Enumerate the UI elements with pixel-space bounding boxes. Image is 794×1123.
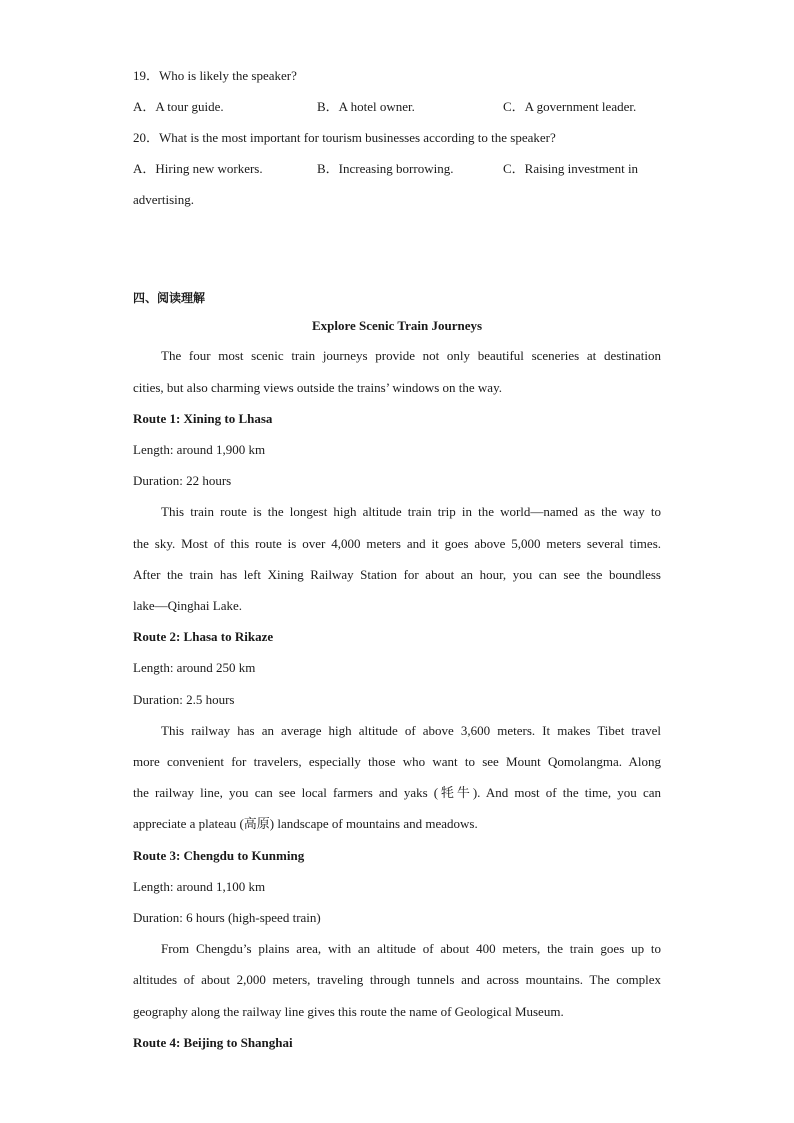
route-1-line-1: This train route is the longest high altitude train trip in the world—named as the way to [161, 504, 661, 519]
q19-option-a: A．A tour guide. [133, 99, 224, 114]
route-3-line-1: From Chengdu’s plains area, with an altitude of about 400 meters, the train goes up to [161, 941, 661, 956]
q20-option-a: A．Hiring new workers. [133, 161, 263, 176]
route-2-duration: Duration: 2.5 hours [133, 692, 235, 707]
intro-line-1: The four most scenic train journeys provide not only beautiful sceneries at destination [161, 348, 661, 363]
route-1-heading: Route 1: Xining to Lhasa [133, 411, 273, 426]
q19-option-c: C．A government leader. [503, 99, 637, 114]
route-1-duration: Duration: 22 hours [133, 473, 232, 488]
route-3-line-3: geography along the railway line gives this route the name of Geological Museum. [133, 1004, 564, 1019]
question-20: 20．What is the most important for tourism businesses according to the speaker? [133, 130, 556, 145]
route-2-line-2: more convenient for travelers, especially those who want to see Mount Qomolangma. Along [133, 754, 661, 769]
route-1-line-4: lake—Qinghai Lake. [133, 598, 243, 613]
article-title: Explore Scenic Train Journeys [311, 318, 483, 333]
route-1-line-3: After the train has left Xining Railway Station for about an hour, you can see the boundless [133, 567, 661, 582]
q20-option-c: C．Raising investment in [503, 161, 639, 176]
q19-option-b: B．A hotel owner. [317, 99, 415, 114]
route-3-duration: Duration: 6 hours (high-speed train) [133, 910, 321, 925]
route-2-line-4: appreciate a plateau (高原) landscape of mountains and meadows. [133, 816, 478, 831]
route-2-line-1: This railway has an average high altitude of above 3,600 meters. It makes Tibet travel [161, 723, 661, 738]
route-1-line-2: the sky. Most of this route is over 4,000 meters and it goes above 5,000 meters several times. [133, 536, 661, 551]
route-3-heading: Route 3: Chengdu to Kunming [133, 848, 305, 863]
route-3-line-2: altitudes of about 2,000 meters, traveling through tunnels and across mountains. The complex [133, 972, 661, 987]
route-1-length: Length: around 1,900 km [133, 442, 266, 457]
question-19: 19．Who is likely the speaker? [133, 68, 297, 83]
route-2-heading: Route 2: Lhasa to Rikaze [133, 629, 274, 644]
section-heading: 四、阅读理解 [133, 291, 206, 305]
intro-line-2: cities, but also charming views outside the trains’ windows on the way. [133, 380, 502, 395]
route-4-heading: Route 4: Beijing to Shanghai [133, 1035, 293, 1050]
q20-option-c-continued: advertising. [133, 192, 195, 207]
q20-option-b: B．Increasing borrowing. [317, 161, 454, 176]
route-2-line-3: the railway line, you can see local farmers and yaks (牦牛). And most of the time, you can [133, 785, 661, 800]
route-2-length: Length: around 250 km [133, 660, 256, 675]
route-3-length: Length: around 1,100 km [133, 879, 266, 894]
